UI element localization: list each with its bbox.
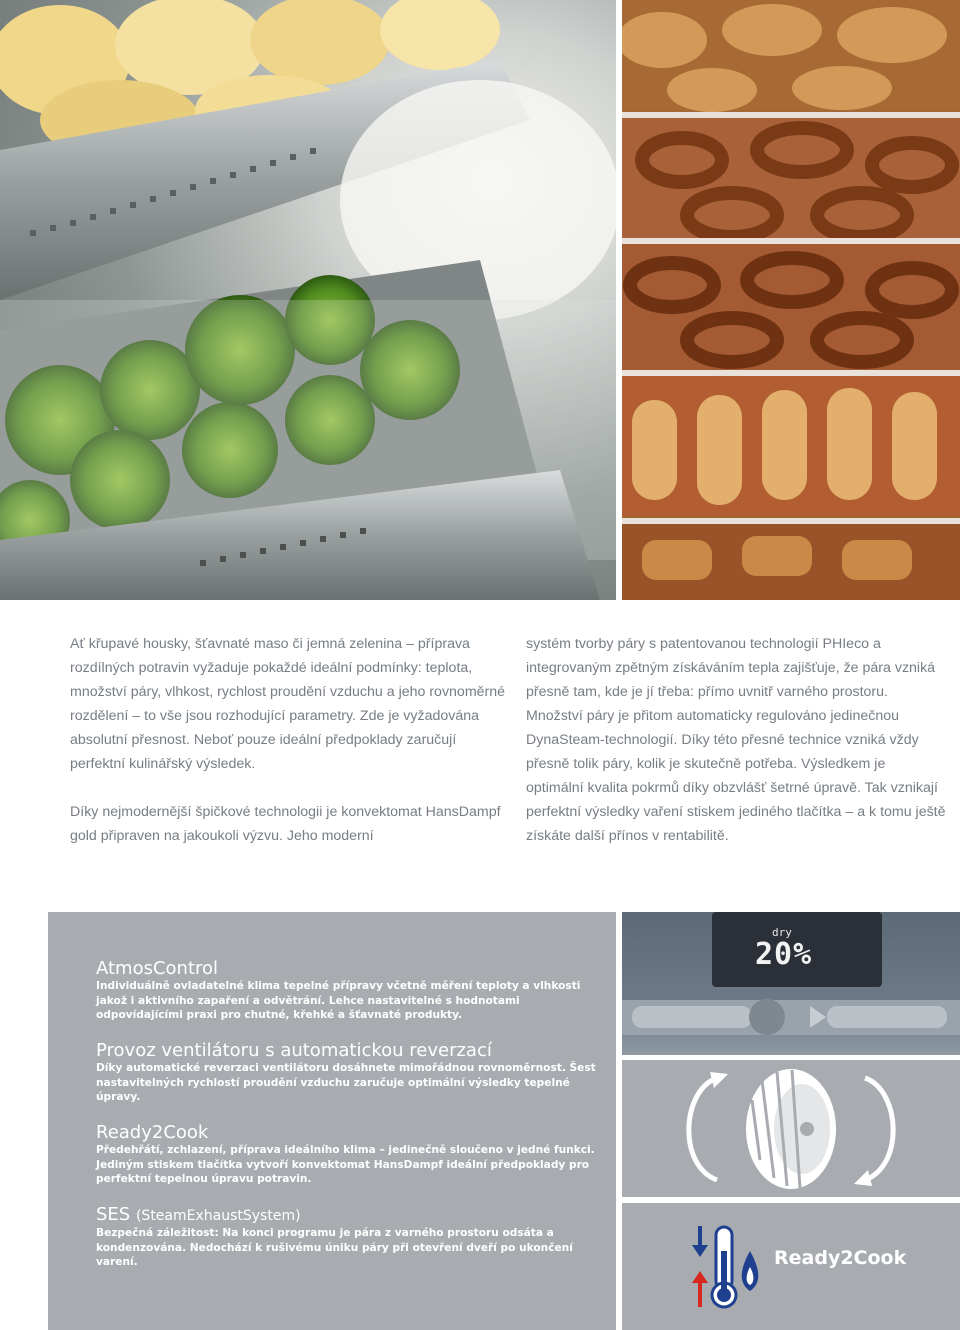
intro-text-right-column <box>526 632 946 848</box>
feature-ses <box>96 1205 606 1270</box>
control-display-photo <box>622 912 960 1055</box>
feature-fan-reverse <box>96 1041 596 1105</box>
feature-text: Bezpečná záležitost: Na konci programu je pára z varného prostoru odsáta a kondenzována. Nedochází k rušivému úniku páry při otevření dveří po ukončení varení. <box>96 1227 573 1268</box>
ready2cook-badge-panel <box>622 1203 960 1330</box>
bakery-trays-photo <box>622 0 960 600</box>
feature-title: AtmosControl <box>96 958 219 979</box>
feature-title: Ready2Cook <box>96 1122 209 1143</box>
feature-text: Individuálně ovladatelné klima tepelné přípravy včetně měření teploty a vlhkosti jakož i aktivního zapaření a odvětrání. Lehce nastavitelné s hodnotami odpovídajícími praxi pro chutné, křehké a šťavnaté produkty. <box>96 980 581 1021</box>
feature-text: Předehřátí, zchlazení, příprava ideálního klima – jedinečně sloučeno v jedné funkci. Jediným stiskem tlačítka vytvoří konvektomat HansDampf ideální předpoklady pro perfektní tepelnou úpravu potravin. <box>96 1144 595 1185</box>
bakery-trays-illustration <box>622 0 960 600</box>
ready2cook-badge-label: Ready2Cook <box>774 1247 907 1269</box>
steam-pans-illustration <box>0 0 616 600</box>
fan-reverse-icon <box>622 1060 960 1197</box>
feature-atmoscontrol <box>96 959 596 1023</box>
fan-reverse-panel <box>622 1060 960 1197</box>
intro-text-left-column <box>70 632 510 848</box>
feature-ready2cook <box>96 1123 596 1187</box>
feature-title: Provoz ventilátoru s automatickou reverzací <box>96 1040 492 1061</box>
ready2cook-icon <box>688 1221 778 1313</box>
intro-paragraph-1: Ať křupavé housky, šťavnaté maso či jemná zelenina – příprava rozdílných potravin vyžaduje pokaždé ideální podmínky: teplota, množství páry, vlhkost, rychlost proudění vzduchu a jeho rovnoměrné rozdělení – to vše jsou rozhodující parametry. Zde je vyžadována absolutní přesnost. Neboť pouze ideální předpoklady zaručují perfektní kulinářský výsledek. <box>70 636 506 772</box>
feature-title <box>96 1205 606 1226</box>
intro-paragraph-3: systém tvorby páry s patentovanou technologií PHIeco a integrovaným zpětným získáváním tepla zajišťuje, že pára vzniká přesně tam, kde je jí třeba: přímo uvnitř varného prostoru. Množství páry je přitom automaticky regulováno jedinečnou DynaSteam-technologií. Díky této přesné technice vzniká vždy přesně tolik páry, kolik je skutečně potřeba. Výsledkem je optimální kvalita pokrmů díky obzvlášť šetrné úpravě. Tak vznikají perfektní výsledky vaření stiskem jediného tlačítka – a k tomu ještě získáte další přínos v rentabilitě. <box>526 636 946 844</box>
steamed-vegetables-photo <box>0 0 616 600</box>
features-panel <box>48 912 616 1330</box>
feature-title-suffix: (SteamExhaustSystem) <box>135 1208 301 1224</box>
display-mode-label: dry <box>772 926 792 939</box>
feature-text: Díky automatické reverzaci ventilátoru dosáhnete mimořádnou rovnoměrnost. Šest nastavitelných rychlostí proudění vzduchu zaručuje optimální výsledky tepelné úpravy. <box>96 1062 596 1103</box>
feature-title-main: SES <box>96 1204 131 1225</box>
intro-paragraph-2: Díky nejmodernější špičkové technologii je konvektomat HansDampf gold připraven na jakoukoli výzvu. Jeho moderní <box>70 804 501 844</box>
display-value: 20% <box>755 937 813 972</box>
